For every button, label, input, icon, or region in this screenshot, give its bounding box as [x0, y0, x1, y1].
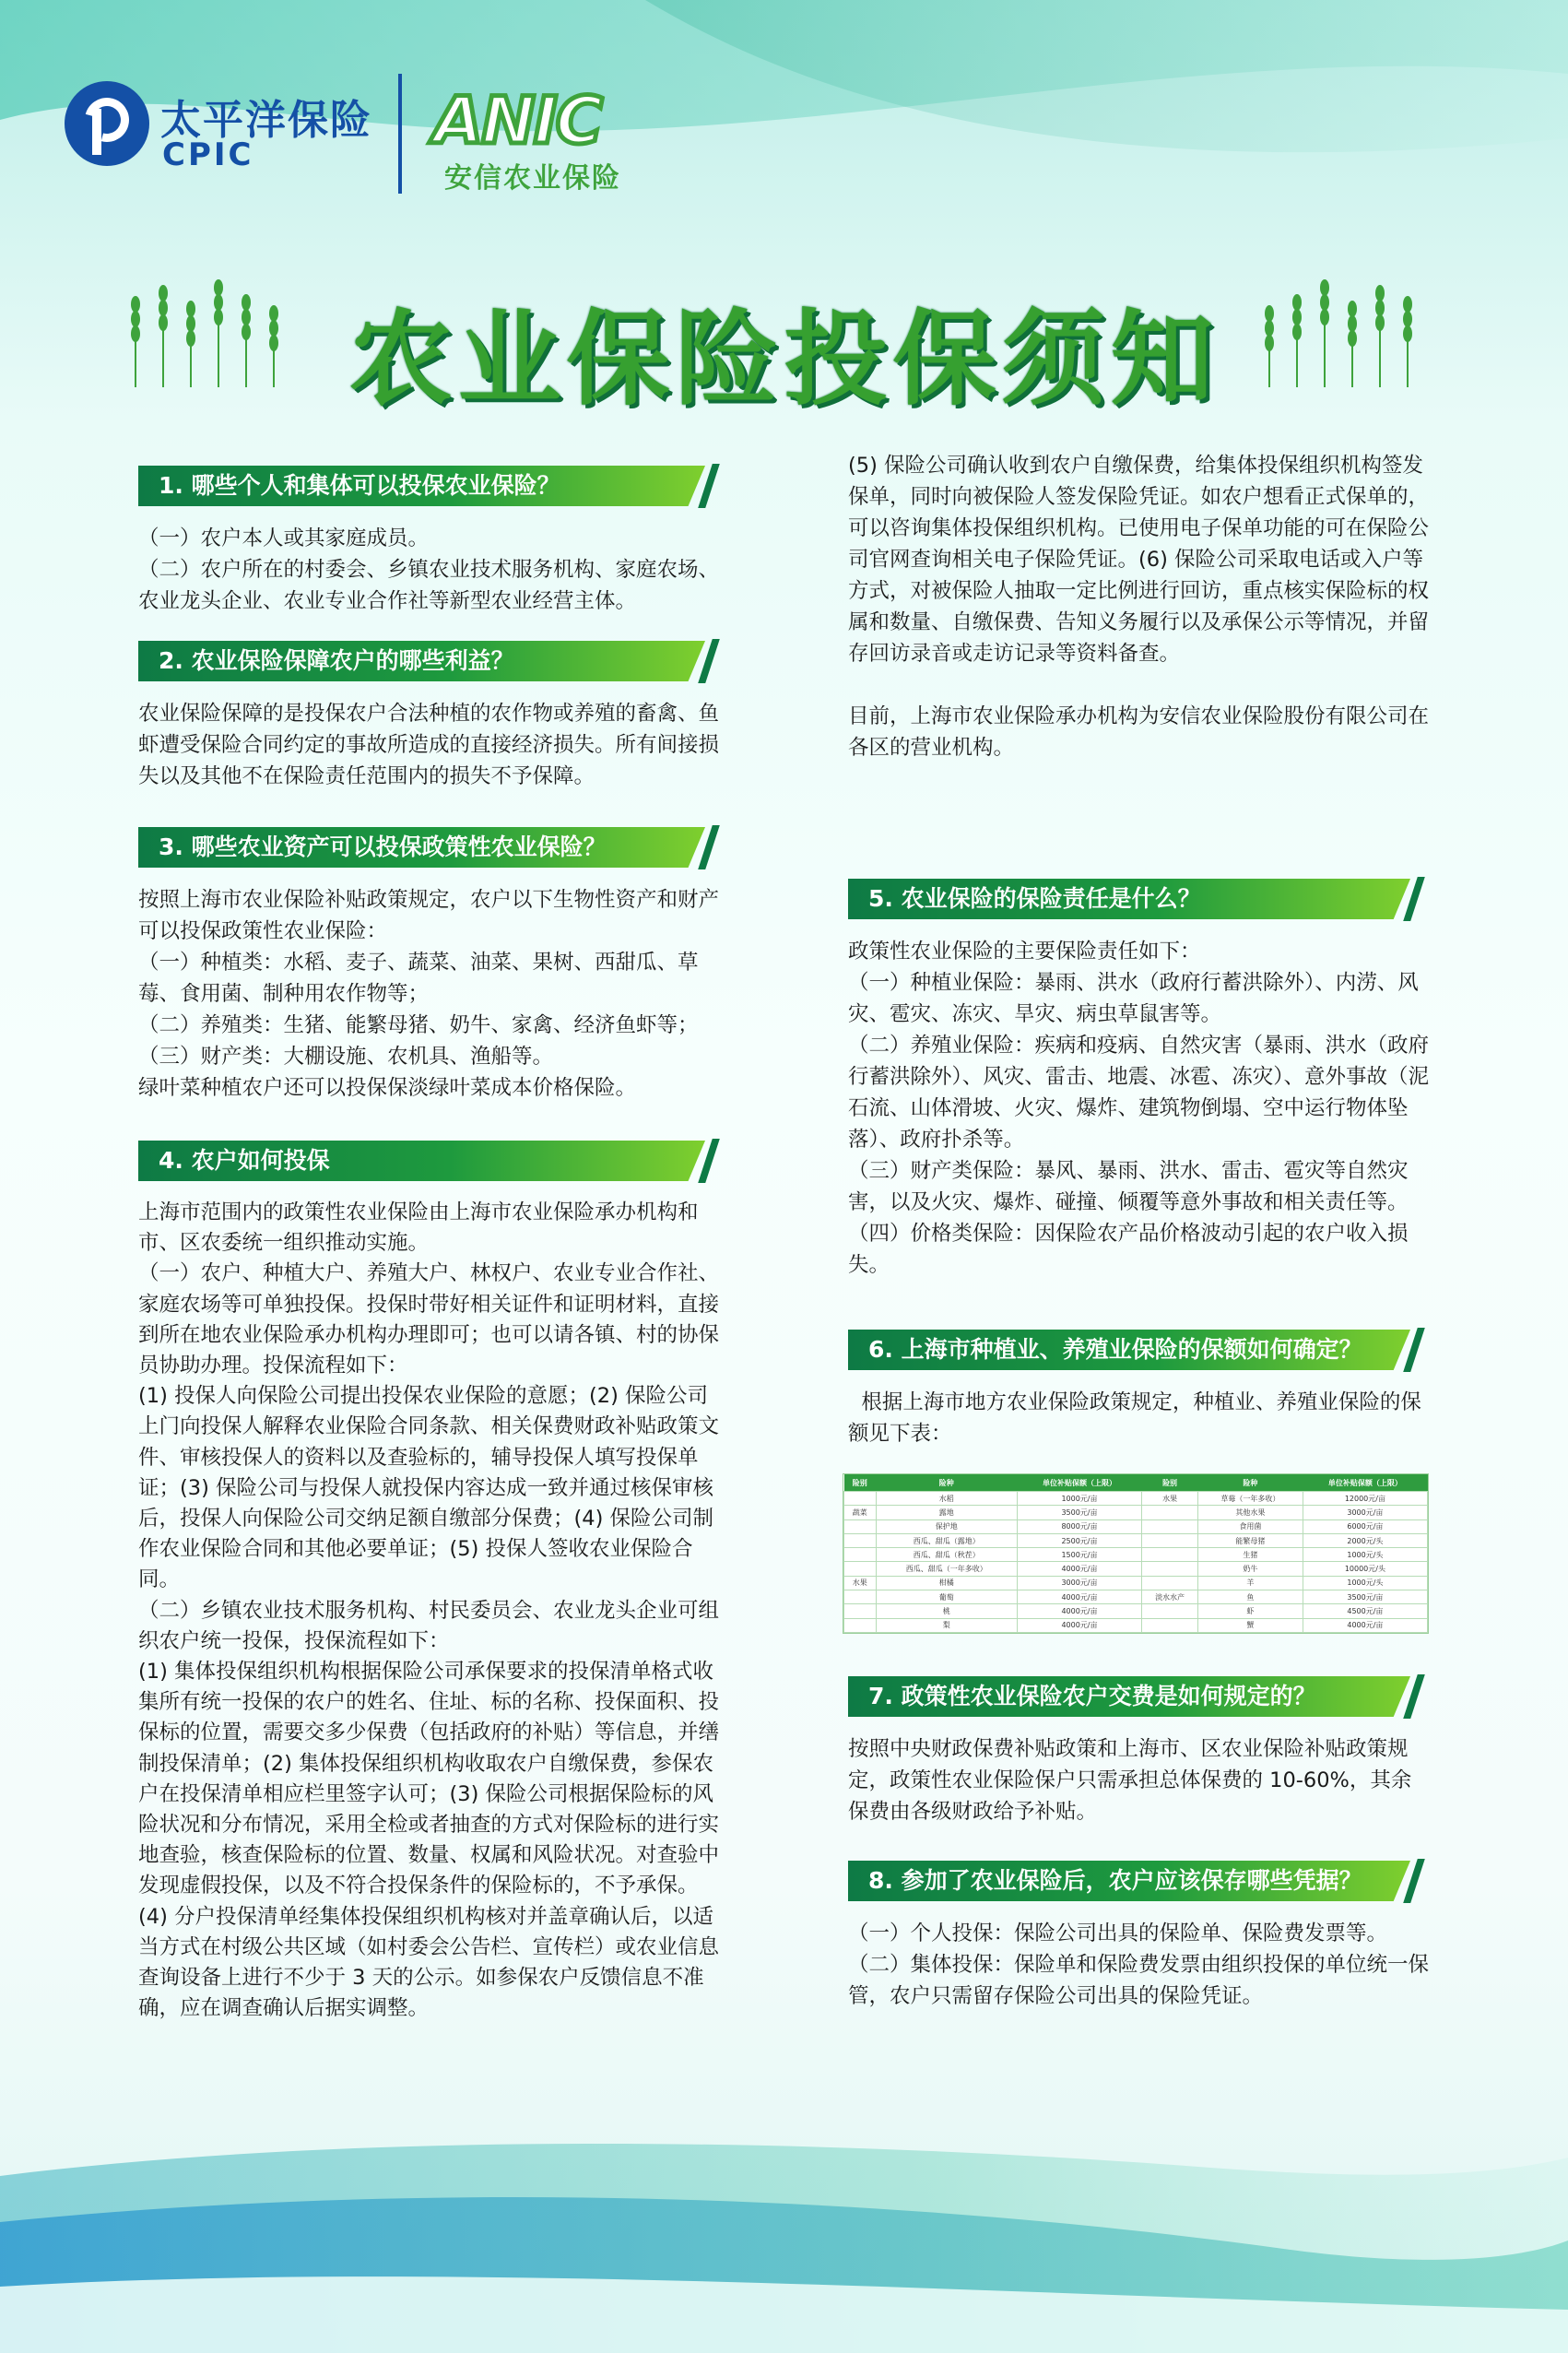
- table-cell: 梨: [876, 1618, 1017, 1632]
- table-cell: 桃: [876, 1604, 1017, 1618]
- table-cell: 4000元/亩: [1017, 1562, 1141, 1576]
- table-cell: 奶牛: [1198, 1562, 1303, 1576]
- table-cell: 羊: [1198, 1576, 1303, 1590]
- insured-amount-table-grid: [843, 1474, 1428, 1633]
- table-cell: 4000元/亩: [1017, 1604, 1141, 1618]
- table-cell: 保护地: [876, 1519, 1017, 1533]
- section-1-body: （一）农户本人或其家庭成员。 （二）农户所在的村委会、乡镇农业技术服务机构、家庭农场、农业龙头企业、农业专业合作社等新型农业经营主体。: [138, 526, 720, 613]
- table-cell: 生猪: [1198, 1548, 1303, 1562]
- table-cell: [844, 1533, 877, 1547]
- table-cell: 10000元/头: [1303, 1562, 1427, 1576]
- section-4-continued-body: (5) 保险公司确认收到农户自缴保费，给集体投保组织机构签发保单，同时向被保险人签发保险凭证。如农户想看正式保单的，可以咨询集体投保组织机构。已使用电子保单功能的可在保险公司官网查询相关电子保险凭证。(6) 保险公司采取电话或入户等方式，对被保险人抽取一定比例进行回访，重点核实保险标的权属和数量、自缴保费、告知义务履行以及承保公示等情况，并留存回访录音或走访记录等资料备查。 目前，上海市农业保险承办机构为安信农业保险股份有限公司在各区的营业机构。: [848, 454, 1430, 760]
- table-cell: 能繁母猪: [1198, 1533, 1303, 1547]
- table-cell: 蔬菜: [844, 1506, 877, 1519]
- cpic-logo-icon: [65, 81, 149, 166]
- section-3-header: [138, 827, 719, 868]
- section-3: [138, 827, 719, 1104]
- section-1: [138, 466, 719, 617]
- table-cell: [1142, 1506, 1198, 1519]
- table-cell: 4000元/亩: [1303, 1618, 1427, 1632]
- cpic-name: 太平洋保险: [160, 97, 372, 144]
- table-cell: [844, 1590, 877, 1604]
- table-cell: 鱼: [1198, 1590, 1303, 1604]
- table-cell: [844, 1562, 877, 1576]
- table-cell: [1142, 1576, 1198, 1590]
- table-cell: 1500元/亩: [1017, 1548, 1141, 1562]
- section-8-header: [848, 1861, 1429, 1901]
- table-cell: 淡水水产: [1142, 1590, 1198, 1604]
- table-cell: 露地: [876, 1506, 1017, 1519]
- section-5-header: [848, 879, 1429, 919]
- table-row: [844, 1562, 1428, 1576]
- section-2-title: 2. 农业保险保障农户的哪些利益？: [159, 647, 514, 674]
- table-row: [844, 1533, 1428, 1547]
- table-cell: 4500元/亩: [1303, 1604, 1427, 1618]
- insured-amount-table: [843, 1473, 1429, 1634]
- section-7-body: 按照中央财政保费补贴政策和上海市、区农业保险补贴政策规定，政策性农业保险保户只需承担总体保费的 10-60%，其余保费由各级财政给予补贴。: [848, 1737, 1412, 1824]
- page-title: 农业保险投保须知: [348, 300, 1220, 420]
- table-header-cell: 险别: [844, 1474, 877, 1492]
- section-3-body: 按照上海市农业保险补贴政策规定，农户以下生物性资产和财产可以投保政策性农业保险： （一）种植类：水稻、麦子、蔬菜、油菜、果树、西甜瓜、草莓、食用菌、制种用农作物等； （二）养殖类：生猪、能繁母猪、奶牛、家禽、经济鱼虾等； （三）财产类：大棚设施、农机具、渔船等。 绿叶菜种植农户还可以投保保淡绿叶菜成本价格保险。: [138, 888, 720, 1100]
- table-cell: 柑橘: [876, 1576, 1017, 1590]
- table-header-cell: 单位补贴保额（上限）: [1303, 1474, 1427, 1492]
- section-5-title: 5. 农业保险的保险责任是什么？: [868, 885, 1201, 912]
- table-body: [844, 1492, 1428, 1633]
- table-cell: 3500元/亩: [1303, 1590, 1427, 1604]
- anic-name: 安信农业保险: [444, 162, 621, 195]
- table-header-cell: 险别: [1142, 1474, 1198, 1492]
- table-cell: [844, 1618, 877, 1632]
- table-cell: 葡萄: [876, 1590, 1017, 1604]
- table-header-cell: 险种: [876, 1474, 1017, 1492]
- table-cell: 4000元/亩: [1017, 1590, 1141, 1604]
- cpic-english-name: CPIC: [162, 136, 254, 173]
- section-8: [848, 1861, 1429, 2012]
- table-cell: [844, 1548, 877, 1562]
- table-cell: 6000元/亩: [1303, 1519, 1427, 1533]
- table-header-cell: 险种: [1198, 1474, 1303, 1492]
- table-cell: 草莓（一年多收）: [1198, 1492, 1303, 1506]
- section-6: [848, 1330, 1429, 1449]
- table-cell: 3000元/亩: [1303, 1506, 1427, 1519]
- table-cell: 1000元/亩: [1017, 1492, 1141, 1506]
- table-cell: 1000元/头: [1303, 1576, 1427, 1590]
- table-cell: [844, 1604, 877, 1618]
- table-row: [844, 1576, 1428, 1590]
- table-row: [844, 1590, 1428, 1604]
- table-cell: [1142, 1604, 1198, 1618]
- section-6-body: 根据上海市地方农业保险政策规定，种植业、养殖业保险的保额见下表：: [848, 1390, 1421, 1446]
- section-5-body: 政策性农业保险的主要保险责任如下： （一）种植业保险：暴雨、洪水（政府行蓄洪除外）、内涝、风灾、雹灾、冻灾、旱灾、病虫草鼠害等。 （二）养殖业保险：疾病和疫病、自然灾害（暴雨、洪水（政府行蓄洪除外）、风灾、雷击、地震、冰雹、冻灾）、意外事故（泥石流、山体滑坡、火灾、爆炸、建筑物倒塌、空中运行物体坠落）、政府扑杀等。 （三）财产类保险：暴风、暴雨、洪水、雷击、雹灾等自然灾害，以及火灾、爆炸、碰撞、倾覆等意外事故和相关责任等。 （四）价格类保险：因保险农产品价格波动引起的农户收入损失。: [848, 940, 1430, 1277]
- section-4-continued: [848, 450, 1429, 763]
- section-4-body: 上海市范围内的政策性农业保险由上海市农业保险承办机构和市、区农委统一组织推动实施。 （一）农户、种植大户、养殖大户、林权户、农业专业合作社、家庭农场等可单独投保。投保时带好相关证件和证明材料，直接到所在地农业保险承办机构办理即可；也可以请各镇、村的协保员协助办理。投保流程如下： (1) 投保人向保险公司提出投保农业保险的意愿；(2) 保险公司上门向投保人解释农业保险合同条款、相关保费财政补贴政策文件、审核投保人的资料以及查验标的，辅导投保人填写投保单证；(3) 保险公司与投保人就投保内容达成一致并通过核保审核后，投保人向保险公司交纳足额自缴部分保费；(4) 保险公司制作农业保险合同和其他必要单证；(5) 投保人签收农业保险合同。 （二）乡镇农业技术服务机构、村民委员会、农业龙头企业可组织农户统一投保，投保流程如下： (1) 集体投保组织机构根据保险公司承保要求的投保清单格式收集所有统一投保的农户的姓名、住址、标的名称、投保面积、投保标的位置，需要交多少保费（包括政府的补贴）等信息，并缮制投保清单；(2) 集体投保组织机构收取农户自缴保费，参保农户在投保清单相应栏里签字认可；(3) 保险公司根据保险标的风险状况和分布情况，采用全检或者抽查的方式对保险标的进行实地查验，核查保险标的位置、数量、权属和风险状况。对查验中发现虚假投保，以及不符合投保条件的保险标的，不予承保。(4) 分户投保清单经集体投保组织机构核对并盖章确认后，以适当方式在村级公共区域（如村委会公告栏、宣传栏）或农业信息查询设备上进行不少于 3 天的公示。如参保农户反馈信息不准确，应在调查确认后据实调整。: [138, 1200, 720, 2021]
- section-2: [138, 641, 719, 792]
- section-4: [138, 1141, 719, 2024]
- section-5: [848, 879, 1429, 1281]
- section-2-header: [138, 641, 719, 681]
- table-cell: 3500元/亩: [1017, 1506, 1141, 1519]
- table-cell: 水稻: [876, 1492, 1017, 1506]
- table-cell: 2000元/头: [1303, 1533, 1427, 1547]
- logo-area: [65, 74, 654, 194]
- table-cell: 虾: [1198, 1604, 1303, 1618]
- table-cell: 西瓜、甜瓜（一年多收）: [876, 1562, 1017, 1576]
- table-cell: 3000元/亩: [1017, 1576, 1141, 1590]
- table-cell: [1142, 1618, 1198, 1632]
- section-6-title: 6. 上海市种植业、养殖业保险的保额如何确定？: [868, 1336, 1362, 1363]
- table-cell: 蟹: [1198, 1618, 1303, 1632]
- table-cell: 12000元/亩: [1303, 1492, 1427, 1506]
- section-7: [848, 1676, 1429, 1827]
- table-cell: 水果: [1142, 1492, 1198, 1506]
- table-cell: 西瓜、甜瓜（秋茬）: [876, 1548, 1017, 1562]
- table-cell: [1142, 1562, 1198, 1576]
- section-3-title: 3. 哪些农业资产可以投保政策性农业保险？: [159, 834, 607, 860]
- logo-divider: [398, 74, 402, 194]
- section-8-body: （一）个人投保：保险公司出具的保险单、保险费发票等。 （二）集体投保：保险单和保险费发票由组织投保的单位统一保管，农户只需留存保险公司出具的保险凭证。: [848, 1921, 1430, 2008]
- table-cell: 其他水果: [1198, 1506, 1303, 1519]
- table-row: [844, 1519, 1428, 1533]
- table-row: [844, 1548, 1428, 1562]
- section-4-header: [138, 1141, 719, 1181]
- table-row: [844, 1492, 1428, 1506]
- section-8-title: 8. 参加了农业保险后，农户应该保存哪些凭据？: [868, 1867, 1362, 1894]
- table-cell: 8000元/亩: [1017, 1519, 1141, 1533]
- section-7-title: 7. 政策性农业保险农户交费是如何规定的？: [868, 1683, 1316, 1709]
- table-cell: [1142, 1548, 1198, 1562]
- table-cell: 西瓜、甜瓜（露地）: [876, 1533, 1017, 1547]
- table-cell: 水果: [844, 1576, 877, 1590]
- section-1-title: 1. 哪些个人和集体可以投保农业保险？: [159, 472, 560, 499]
- table-row: [844, 1506, 1428, 1519]
- section-6-header: [848, 1330, 1429, 1370]
- table-cell: 1000元/头: [1303, 1548, 1427, 1562]
- bottom-wave: [0, 2111, 1568, 2353]
- table-header-cell: 单位补贴保额（上限）: [1017, 1474, 1141, 1492]
- table-cell: [844, 1519, 877, 1533]
- section-7-header: [848, 1676, 1429, 1717]
- table-cell: 食用菌: [1198, 1519, 1303, 1533]
- table-cell: [1142, 1519, 1198, 1533]
- section-4-title: 4. 农户如何投保: [159, 1147, 330, 1174]
- table-cell: [1142, 1533, 1198, 1547]
- section-2-body: 农业保险保障的是投保农户合法种植的农作物或养殖的畜禽、鱼虾遭受保险合同约定的事故所造成的直接经济损失。所有间接损失以及其他不在保险责任范围内的损失不予保障。: [138, 702, 720, 788]
- table-cell: 2500元/亩: [1017, 1533, 1141, 1547]
- table-row: [844, 1618, 1428, 1632]
- table-row: [844, 1604, 1428, 1618]
- section-1-header: [138, 466, 719, 506]
- table-cell: [844, 1492, 877, 1506]
- table-cell: 4000元/亩: [1017, 1618, 1141, 1632]
- table-header-row: [844, 1474, 1428, 1492]
- anic-logo-mark: ANIC: [433, 83, 602, 159]
